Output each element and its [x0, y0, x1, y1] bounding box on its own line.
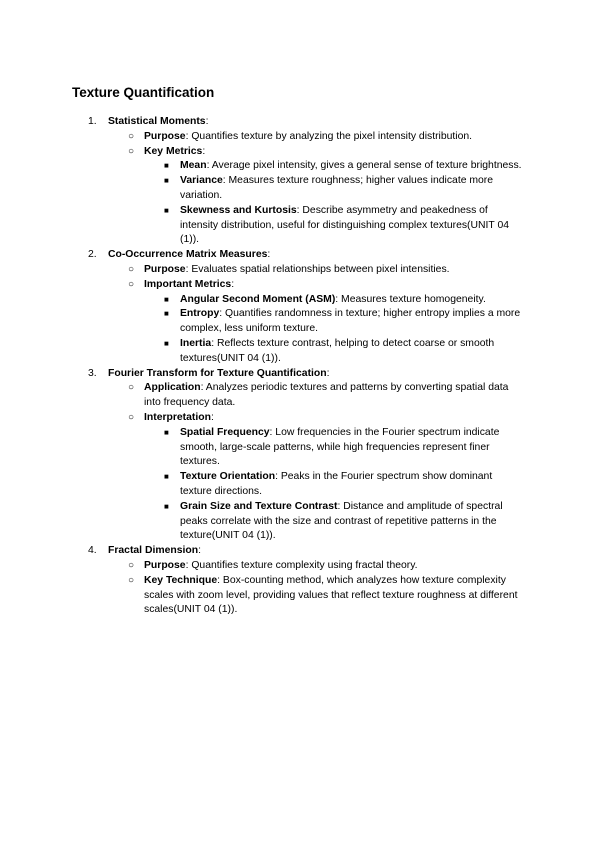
circle-bullet-icon: ○ — [128, 574, 135, 586]
item-label: Purpose — [144, 559, 186, 571]
list-item-skewness-kurtosis — [0, 204, 600, 248]
list-item-entropy — [0, 307, 600, 337]
item-label: Inertia — [180, 337, 212, 349]
item-text: : Describe asymmetry and peakedness of intensity distribution, useful for distinguishing complex textures(UNIT 04 (1)). — [180, 204, 509, 246]
item-text: : Reflects texture contrast, helping to detect coarse or smooth textures(UNIT 04 (1)). — [180, 337, 495, 364]
item-text: : — [210, 411, 214, 423]
item-text: : Analyzes periodic textures and patterns by converting spatial data into frequency data. — [144, 382, 509, 409]
list-item-asm — [0, 293, 600, 308]
section-heading: Fractal Dimension — [108, 545, 199, 557]
item-text: : Quantifies texture by analyzing the pixel intensity distribution. — [185, 130, 473, 142]
circle-bullet-icon: ○ — [128, 411, 135, 423]
item-text: : Quantifies texture complexity using fractal theory. — [185, 559, 418, 571]
list-item-purpose — [0, 130, 600, 145]
list-item-application — [0, 381, 600, 411]
item-label: Mean — [180, 160, 207, 172]
section-co-occurrence: 2. Co-Occurrence Matrix Measures: ○ Purpose: Evaluates spatial relationships between pixel intensities. ○ Important Metrics: ■ Angular Second Moment (ASM): Measures texture homogeneity. ■ Entropy: Quantifies randomness in texture; higher entropy implies a more complex, less uniform texture. ■ Inertia: Reflects texture contrast, helping to detect coarse or smooth textures(UNIT 04 (1)). — [0, 248, 600, 366]
item-label: Important Metrics — [144, 278, 232, 290]
list-item-texture-orientation — [0, 470, 600, 500]
section-number: 3. — [88, 367, 97, 379]
list-item-inertia — [0, 337, 600, 367]
square-bullet-icon: ■ — [164, 501, 169, 511]
item-label: Entropy — [180, 308, 220, 320]
document-body — [0, 115, 600, 618]
square-bullet-icon: ■ — [164, 338, 169, 348]
circle-bullet-icon: ○ — [128, 382, 135, 394]
section-heading: Co-Occurrence Matrix Measures — [108, 249, 268, 261]
item-label: Texture Orientation — [180, 471, 276, 483]
item-text: : Measures texture roughness; higher values indicate more variation. — [180, 175, 494, 201]
list-item-key-technique — [0, 574, 600, 618]
item-text: : Low frequencies in the Fourier spectrum indicate smooth, large-scale patterns, while high frequencies represent finer textures. — [180, 426, 500, 468]
circle-bullet-icon: ○ — [128, 278, 135, 290]
circle-bullet-icon: ○ — [128, 145, 135, 157]
square-bullet-icon: ■ — [164, 176, 169, 186]
list-item-important-metrics — [0, 278, 600, 367]
item-label: Application — [144, 382, 201, 394]
square-bullet-icon: ■ — [164, 427, 169, 437]
item-text: : — [231, 278, 235, 290]
item-label: Skewness and Kurtosis — [180, 204, 297, 216]
item-label: Spatial Frequency — [180, 426, 270, 438]
square-bullet-icon: ■ — [164, 205, 169, 215]
square-bullet-icon: ■ — [164, 472, 169, 482]
list-item-interpretation — [0, 411, 600, 544]
section-list — [0, 115, 600, 618]
item-label: Interpretation — [144, 411, 211, 423]
item-text: : Peaks in the Fourier spectrum show dominant texture directions. — [180, 471, 493, 497]
section-number: 2. — [88, 249, 97, 261]
list-item-purpose — [0, 559, 600, 574]
circle-bullet-icon: ○ — [128, 263, 135, 275]
item-text: : Quantifies randomness in texture; higher entropy implies a more complex, less uniform texture. — [180, 308, 521, 335]
circle-bullet-icon: ○ — [128, 130, 135, 142]
section-fractal-dimension: 4. Fractal Dimension: ○ Purpose: Quantifies texture complexity using fractal theory. ○ Key Technique: Box-counting method, which analyzes how texture complexity scales with zoom level, providing values that reflect texture roughness at different scales(UNIT 04 (1)). — [0, 544, 600, 618]
item-text: : Evaluates spatial relationships between pixel intensities. — [185, 263, 450, 275]
list-item-spatial-frequency — [0, 426, 600, 470]
item-text: : Box-counting method, which analyzes how texture complexity scales with zoom level, providing values that reflect texture roughness at different scales(UNIT 04 (1)). — [144, 574, 518, 616]
item-text: : Distance and amplitude of spectral peaks correlate with the size and contrast of repetitive patterns in the texture(UNIT 04 (1)). — [180, 500, 503, 542]
section-number: 4. — [88, 545, 97, 557]
list-item-variance — [0, 174, 600, 204]
item-label: Grain Size and Texture Contrast — [180, 500, 338, 512]
section-heading: Statistical Moments — [108, 116, 206, 127]
section-statistical-moments: 1. Statistical Moments: ○ Purpose: Quantifies texture by analyzing the pixel intensity distribution. ○ Key Metrics: ■ Mean: Average pixel intensity, gives a general sense of texture brightness. ■ Variance: Measures texture roughness; higher values indicate more variation. ■ Skewness and Kurtosis: Describe asymmetry and peakedness of intensity distribution, useful for distinguishing complex textures(UNIT 04 (1)). — [0, 115, 600, 248]
item-label: Key Technique — [144, 574, 218, 586]
item-text: : Average pixel intensity, gives a general sense of texture brightness. — [206, 160, 522, 172]
list-item-purpose — [0, 263, 600, 278]
item-text: : — [202, 145, 206, 157]
item-label: Angular Second Moment (ASM) — [180, 293, 336, 305]
item-label: Variance — [180, 175, 223, 187]
section-fourier-transform: 3. Fourier Transform for Texture Quantification: ○ Application: Analyzes periodic textures and patterns by converting spatial data into frequency data. ○ Interpretation: ■ Spatial Frequency: Low frequencies in the Fourier spectrum indicate smooth, large-scale patterns, while high frequencies represent finer textures. ■ Texture Orientation: Peaks in the Fourier spectrum show dominant texture directions. ■ Grain Size and Texture Contrast: Distance and amplitude of spectral peaks correlate with the size and contrast of repetitive patterns in the texture(UNIT 04 (1)). — [0, 367, 600, 545]
item-label: Purpose — [144, 130, 186, 142]
page-title: Texture Quantification — [72, 85, 215, 100]
circle-bullet-icon: ○ — [128, 559, 135, 571]
square-bullet-icon: ■ — [164, 309, 169, 319]
item-label: Key Metrics — [144, 145, 203, 157]
square-bullet-icon: ■ — [164, 161, 169, 171]
section-number: 1. — [88, 116, 97, 127]
list-item-key-metrics — [0, 145, 600, 249]
item-text: : Measures texture homogeneity. — [335, 293, 486, 305]
square-bullet-icon: ■ — [164, 294, 169, 304]
section-heading: Fourier Transform for Texture Quantification — [108, 367, 327, 379]
list-item-grain-size — [0, 500, 600, 544]
item-label: Purpose — [144, 263, 186, 275]
list-item-mean — [0, 159, 600, 174]
